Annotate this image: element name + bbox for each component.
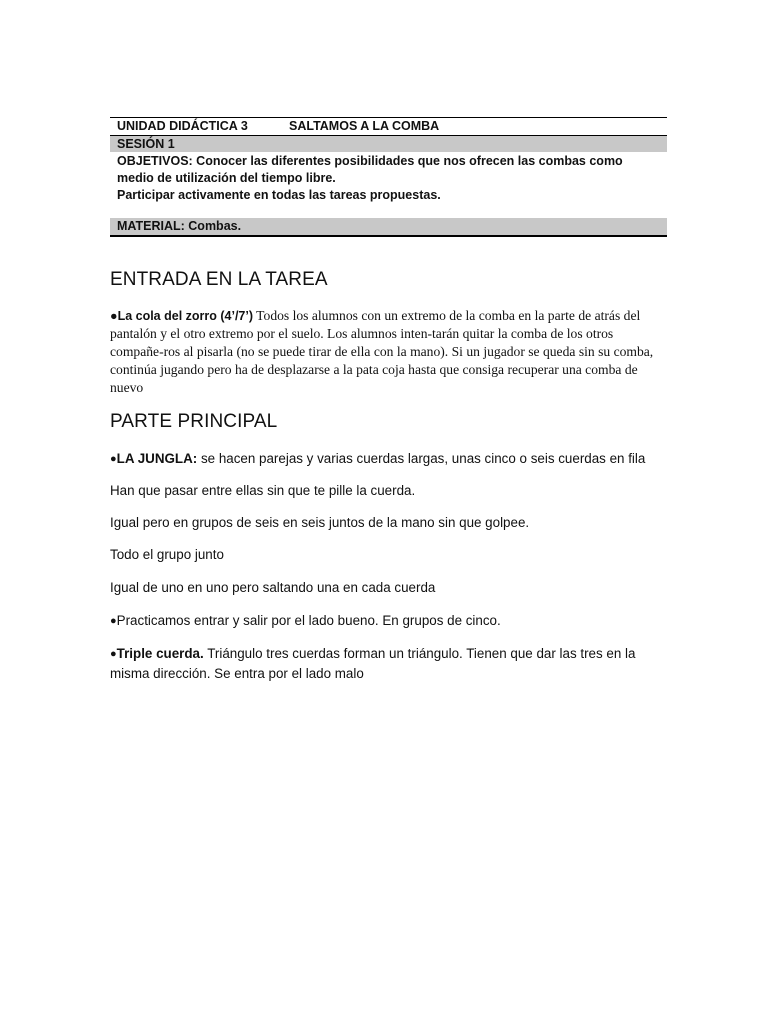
paragraph-3: Igual pero en grupos de seis en seis juntos de la mano sin que golpee. <box>110 515 530 530</box>
objectives-block <box>110 152 667 204</box>
activity-description: Triángulo tres cuerdas forman un triángulo. Tienen que dar las tres en la misma dirección. Se entra por el lado malo <box>110 646 636 681</box>
unit-label: UNIDAD DIDÁCTICA 3 <box>117 119 248 133</box>
section-heading-entrada: ENTRADA EN LA TAREA <box>110 269 328 290</box>
document-page <box>110 117 667 681</box>
objectives-line-2: medio de utilización del tiempo libre. <box>117 171 336 185</box>
section-heading-principal: PARTE PRINCIPAL <box>110 411 278 432</box>
bullet-glyph: ● <box>110 615 117 627</box>
activity-title: LA JUNGLA: <box>116 451 198 466</box>
activity-description: Todos los alumnos con un extremo de la comba en la parte de atrás del pantalón y el otro extremo por el suelo. Los alumnos inten-tarán quitar la comba de los otros compañe-ros al pisarla (no se puede tirar de ella con la mano). Si un jugador se queda sin su comba, continúa jugando pero ha de desplazarse a la pata coja hasta que consiga recuperar una comba de nuevo <box>110 308 654 395</box>
bullet-glyph: ● <box>110 453 117 465</box>
objectives-line-3: Participar activamente en todas las tareas propuestas. <box>117 188 441 202</box>
material-row: MATERIAL: Combas. <box>110 218 667 235</box>
activity-title: La cola del zorro (4’/7’) <box>117 309 254 323</box>
paragraph-5: Igual de uno en uno pero saltando una en cada cuerda <box>110 580 436 595</box>
section-1-paragraph <box>110 307 667 397</box>
activity-title: Triple cuerda. <box>116 646 204 661</box>
session-header-table <box>110 117 667 237</box>
paragraph-triple-cuerda <box>110 644 667 684</box>
objectives-line-1: OBJETIVOS: Conocer las diferentes posibilidades que nos ofrecen las combas como <box>117 154 623 168</box>
unit-row <box>110 118 667 136</box>
unit-title: SALTAMOS A LA COMBA <box>289 119 440 133</box>
bullet-glyph: ● <box>110 648 117 660</box>
paragraph-jungla <box>110 449 667 469</box>
paragraph-4: Todo el grupo junto <box>110 547 224 562</box>
activity-description: se hacen parejas y varias cuerdas largas, unas cinco o seis cuerdas en fila <box>197 451 646 466</box>
bullet-glyph: ● <box>110 309 118 323</box>
header-spacer <box>110 204 667 218</box>
paragraph-2: Han que pasar entre ellas sin que te pille la cuerda. <box>110 483 416 498</box>
paragraph-6-text: Practicamos entrar y salir por el lado bueno. En grupos de cinco. <box>116 613 501 628</box>
session-row: SESIÓN 1 <box>110 136 667 152</box>
paragraph-6 <box>110 611 667 631</box>
